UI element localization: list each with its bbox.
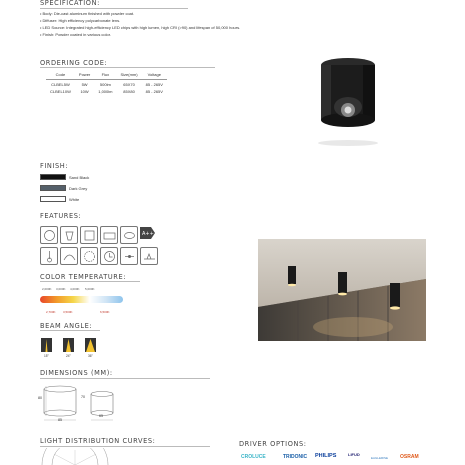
cct-tick: 3,000K: [56, 287, 66, 291]
finish-label: White: [69, 196, 80, 202]
table-cell: 85X80: [123, 89, 135, 94]
ordering-title: ORDERING CODE:: [40, 59, 108, 67]
cct-icon: [60, 247, 78, 265]
color-swatch: [40, 185, 66, 191]
dimensions-title: DIMENSIONS (MM):: [40, 369, 113, 377]
beam-label: 15°: [44, 354, 49, 358]
cct-tick: 3,500K: [63, 310, 73, 314]
product-image: [308, 55, 388, 150]
brand-logo: LIFUD: [348, 452, 360, 457]
table-cell: 1,000lm: [98, 89, 113, 94]
table-cell: CLBEL10W: [50, 89, 71, 94]
dim-large-width: 85: [58, 418, 62, 422]
ordering-rule: [40, 67, 215, 68]
color-temperature-rule: [40, 281, 140, 282]
col-header: Code: [46, 72, 75, 80]
table-cell: 5W: [81, 82, 88, 87]
brand-logo: PHILIPS: [315, 453, 337, 459]
interior-photo: [258, 239, 426, 341]
beam-label: 36°: [88, 354, 93, 358]
beam-label: 24°: [66, 354, 71, 358]
cri-icon: [80, 247, 98, 265]
energy-class-icon: [140, 226, 154, 238]
col-header: Size(mm): [116, 72, 141, 80]
driver-options-title: DRIVER OPTIONS:: [239, 440, 307, 448]
dim-small-width: 65: [99, 414, 103, 418]
table-cell: 65X70: [123, 82, 135, 87]
color-swatch: [40, 174, 66, 180]
die-cast-icon: [40, 226, 58, 244]
table-cell: CLBEL5W: [51, 82, 70, 87]
table-cell: 85 - 265V: [145, 82, 163, 87]
brand-logo: TRIDONIC: [283, 454, 308, 460]
table-cell: 500lm: [99, 82, 111, 87]
chip-icon: [80, 226, 98, 244]
color-temperature-title: COLOR TEMPERATURE:: [40, 273, 127, 281]
brand-logo: OSRAM: [400, 454, 419, 460]
lens-icon: [120, 226, 138, 244]
features-title: FEATURES:: [40, 212, 82, 220]
specification-list: [40, 10, 370, 38]
lamp-icon: [60, 226, 78, 244]
light-distribution-title: LIGHT DISTRIBUTION CURVES:: [40, 437, 156, 445]
finish-label: Dark Grey: [69, 185, 88, 191]
beam-36-icon: [85, 338, 96, 352]
brand-logo: CROLUCE: [241, 454, 266, 460]
dimension-drawing-small: [86, 390, 126, 426]
driver-icon: [100, 226, 118, 244]
finish-option: [40, 196, 79, 202]
specification-rule: [40, 8, 188, 9]
dimming-icon: [120, 247, 138, 265]
cct-tick: 4,000K: [70, 287, 80, 291]
cct-tick: 2,000K: [42, 287, 52, 291]
cct-gradient-bar: [40, 296, 123, 303]
finish-label: Sand Black: [69, 174, 90, 180]
col-header: Flux: [94, 72, 116, 80]
table-header-row: [46, 72, 167, 80]
dim-small-height: 70: [81, 395, 85, 399]
spec-bullet: • Diffuser: High efficiency polycarbonate lens.: [40, 18, 121, 23]
ordering-table: [46, 72, 167, 94]
dimensions-rule: [40, 378, 210, 379]
beam-angle-rule: [40, 330, 100, 331]
lifespan-icon: [100, 247, 118, 265]
spec-bullet: • Finish: Powder coated in various color.: [40, 32, 111, 37]
table-cell: 85 - 265V: [145, 89, 163, 94]
finish-title: FINISH:: [40, 162, 69, 170]
installation-icon: [140, 247, 158, 265]
specification-title: SPECIFICATION:: [40, 0, 100, 7]
beam-24-icon: [63, 338, 74, 352]
cct-tick: 6,500K: [100, 310, 110, 314]
col-header: Power: [75, 72, 94, 80]
table-row: [46, 80, 167, 88]
col-header: Voltage: [142, 72, 167, 80]
light-distribution-rule: [40, 446, 210, 447]
brand-logo: EAGLERISE: [371, 456, 389, 460]
table-row: [46, 87, 167, 94]
cct-tick: 5,000K: [85, 287, 95, 291]
energy-class-text: A++: [142, 231, 154, 237]
dim-large-height: 80: [38, 396, 42, 400]
thermal-icon: [40, 247, 58, 265]
beam-angle-title: BEAM ANGLE:: [40, 322, 93, 330]
polar-curve-diagram: [40, 448, 110, 465]
color-swatch: [40, 196, 66, 202]
cct-tick: 2,700K: [46, 310, 56, 314]
beam-15-icon: [41, 338, 52, 352]
table-cell: 10W: [80, 89, 89, 94]
spec-bullet: • Body: Die-cast aluminum finished with powder coat.: [40, 11, 135, 16]
spec-bullet: • LED Source: Integrated high-efficiency LED chips with high lumen, high CRI (>90) and lifespan of 50,000 hours.: [40, 25, 241, 30]
finish-option: [40, 185, 87, 191]
finish-option: [40, 174, 89, 180]
